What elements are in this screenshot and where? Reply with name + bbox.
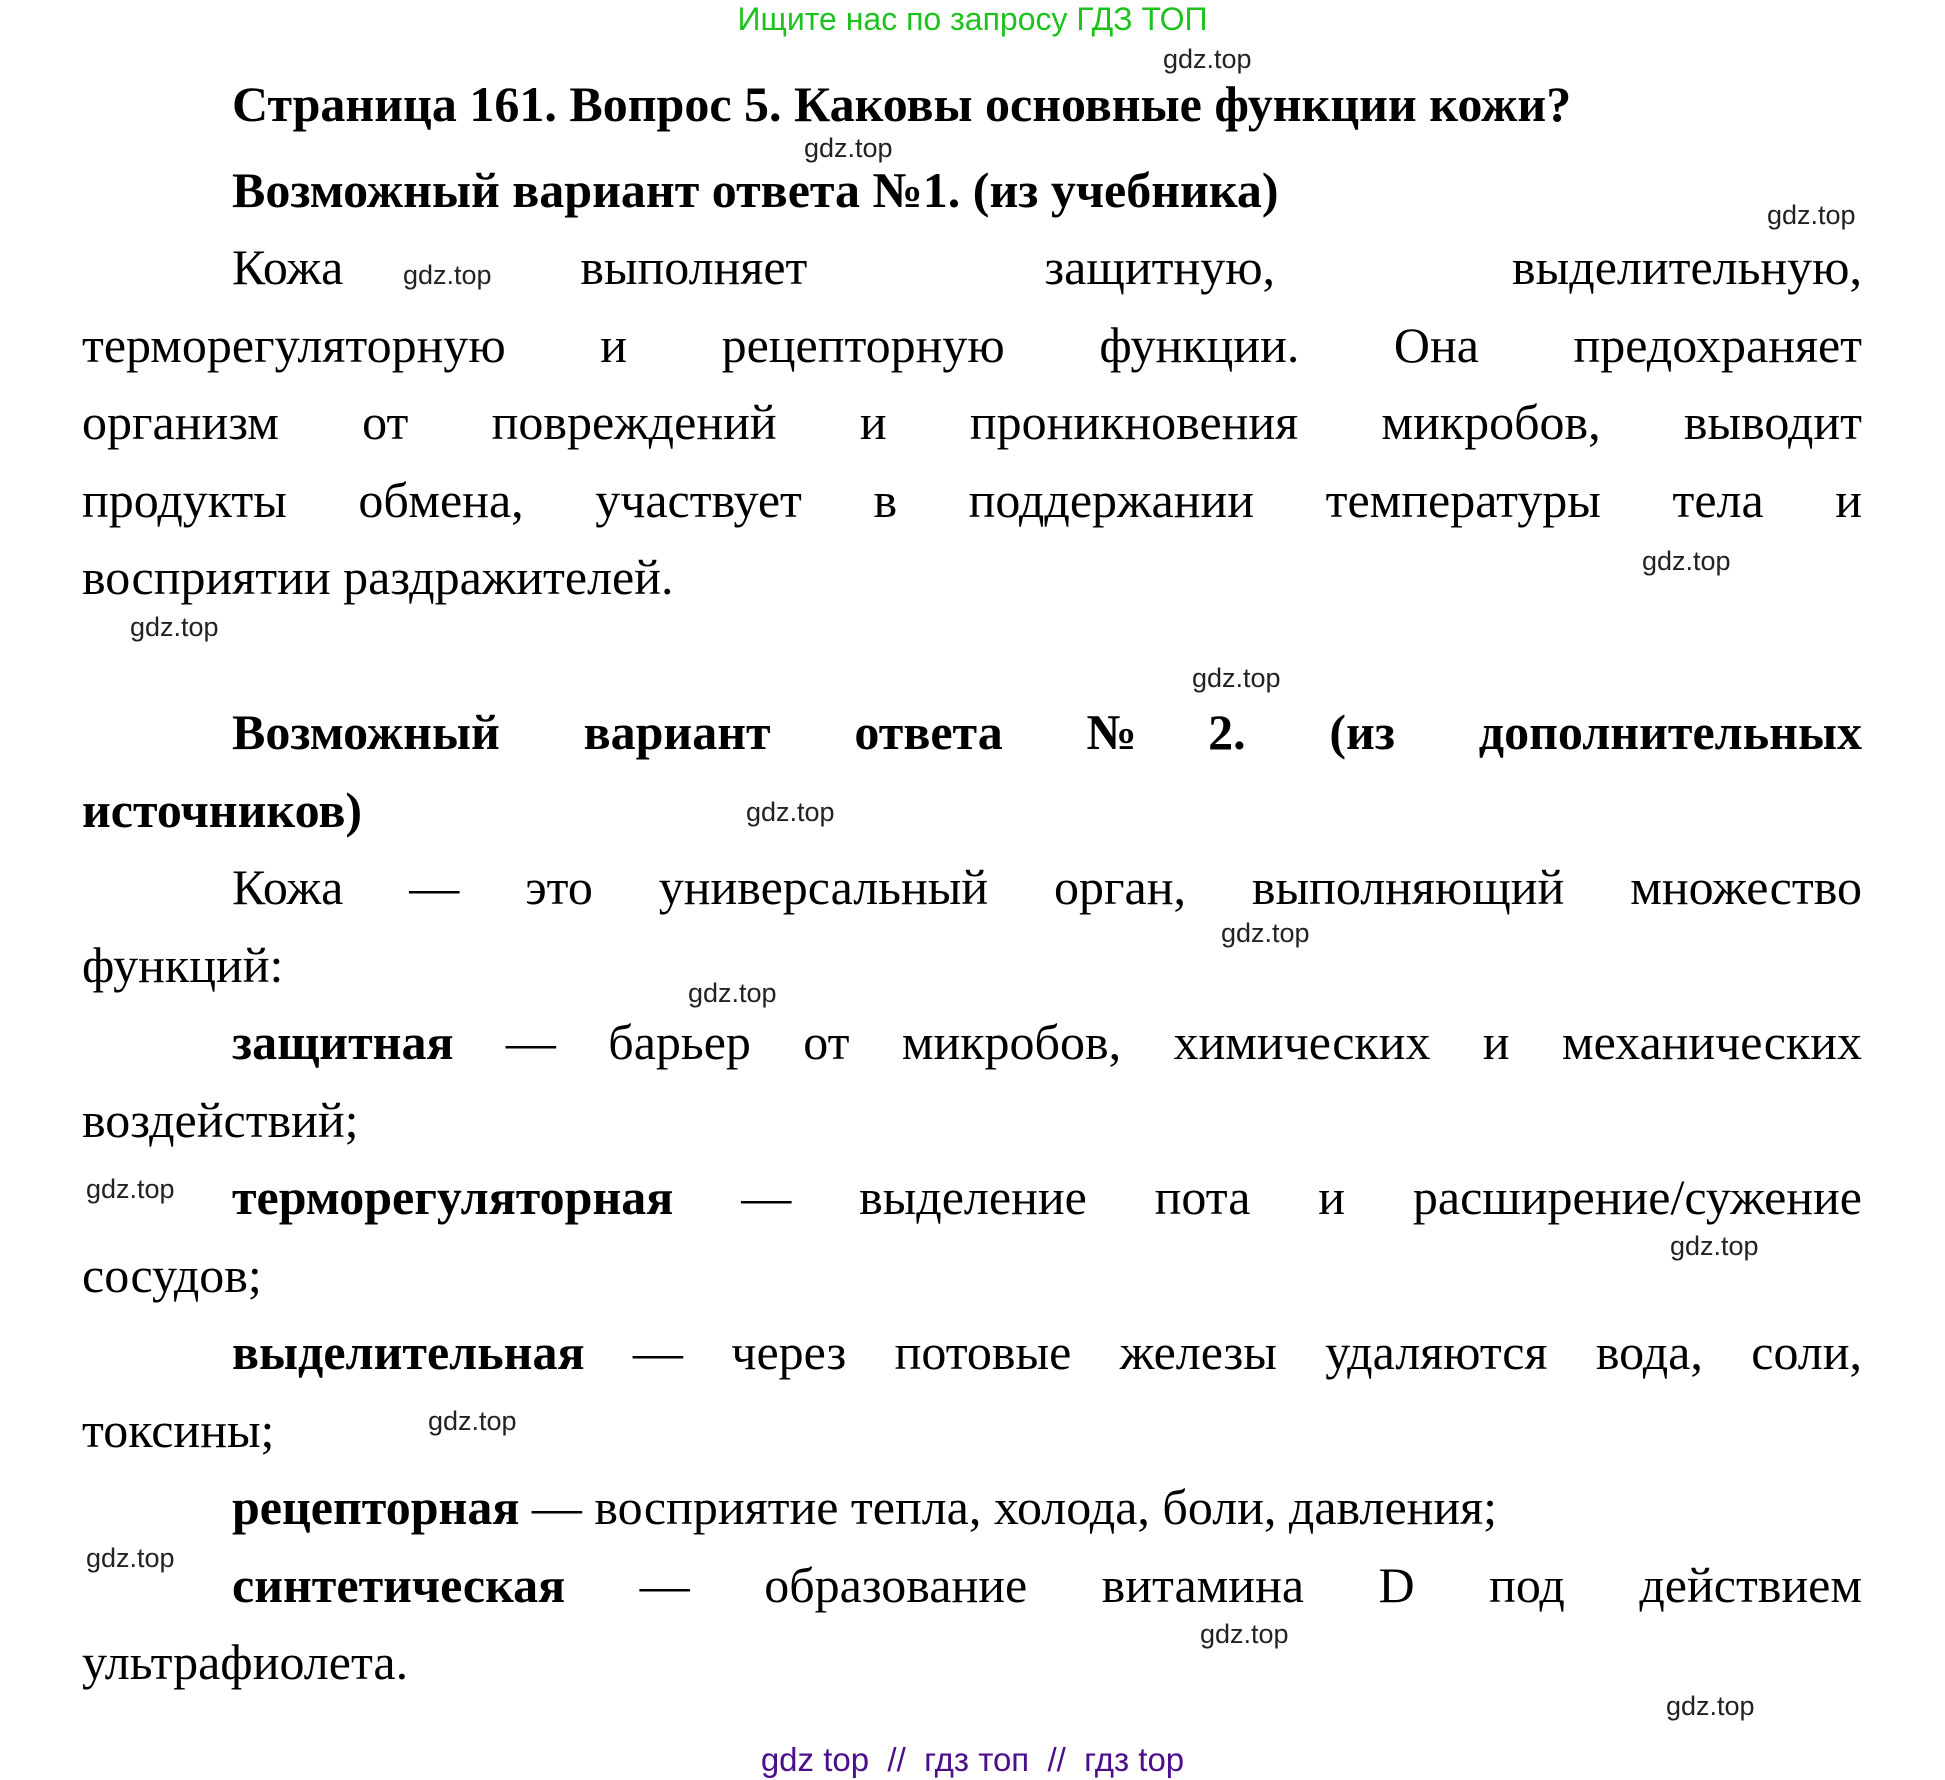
word: выделительную, bbox=[1512, 239, 1862, 295]
watermark: gdz.top bbox=[86, 1174, 175, 1204]
function-desc: — барьер от микробов, химических и механических bbox=[453, 1014, 1862, 1070]
watermark: gdz.top bbox=[1767, 200, 1856, 230]
function-term: защитная bbox=[232, 1014, 454, 1070]
watermark: gdz.top bbox=[86, 1543, 175, 1573]
watermark: gdz.top bbox=[403, 260, 492, 290]
function-item bbox=[82, 1469, 1862, 1547]
function-item-cont: токсины; bbox=[82, 1401, 275, 1458]
watermark: gdz.top bbox=[746, 797, 835, 827]
search-banner: Ищите нас по запросу ГДЗ ТОП bbox=[737, 1, 1208, 37]
watermark: gdz.top bbox=[804, 133, 893, 163]
watermark: gdz.top bbox=[688, 978, 777, 1008]
function-desc: — через потовые железы удаляются вода, соли, bbox=[584, 1324, 1862, 1380]
watermark: gdz.top bbox=[130, 612, 219, 642]
function-item-cont: ультрафиолета. bbox=[82, 1634, 409, 1690]
word: Кожа bbox=[232, 239, 344, 295]
function-term: терморегуляторная bbox=[232, 1169, 674, 1225]
function-item-cont: сосудов; bbox=[82, 1246, 262, 1303]
watermark: gdz.top bbox=[1200, 1619, 1289, 1649]
function-term: рецепторная bbox=[232, 1479, 520, 1535]
answer1-line: организм от повреждений и проникновения микробов, выводит bbox=[82, 394, 1862, 450]
function-desc: — образование витамина D под действием bbox=[565, 1556, 1862, 1613]
answer1-line: терморегуляторную и рецепторную функции. Она предохраняет bbox=[82, 316, 1862, 373]
watermark: gdz.top bbox=[1163, 44, 1252, 74]
watermark: gdz.top bbox=[1221, 918, 1310, 948]
function-item bbox=[82, 1004, 1862, 1082]
function-desc: — выделение пота и расширение/сужение bbox=[673, 1169, 1862, 1225]
page-title: Страница 161. Вопрос 5. Каковы основные функции кожи? bbox=[232, 76, 1572, 132]
function-item bbox=[82, 1314, 1862, 1392]
spacer bbox=[82, 617, 1862, 695]
answer2-heading: Возможный вариант ответа №2. (из дополнительных bbox=[232, 704, 1862, 760]
function-term: выделительная bbox=[232, 1324, 585, 1380]
function-item bbox=[82, 1159, 1862, 1237]
document-body bbox=[82, 72, 1862, 1702]
word: выполняет bbox=[580, 239, 808, 295]
watermark: gdz.top bbox=[1192, 663, 1281, 693]
watermark: gdz.top bbox=[1642, 546, 1731, 576]
answer1-line bbox=[82, 229, 1862, 307]
answer2-intro: Кожа — это универсальный орган, выполняющий множество bbox=[232, 859, 1862, 915]
footer-links: gdz top // гдз топ // гдз top bbox=[760, 1741, 1185, 1778]
answer2-intro: функций: bbox=[82, 936, 284, 993]
function-term: синтетическая bbox=[232, 1556, 566, 1613]
answer2-heading: источников) bbox=[82, 781, 362, 838]
watermark: gdz.top bbox=[428, 1406, 517, 1436]
watermark: gdz.top bbox=[1666, 1691, 1755, 1721]
function-item bbox=[82, 1543, 1862, 1625]
function-desc: — восприятие тепла, холода, боли, давления; bbox=[519, 1479, 1498, 1535]
answer1-heading: Возможный вариант ответа №1. (из учебника) bbox=[232, 161, 1279, 218]
function-item-cont: воздействий; bbox=[82, 1091, 359, 1148]
watermark: gdz.top bbox=[1670, 1231, 1759, 1261]
word: защитную, bbox=[1044, 239, 1276, 295]
answer1-line: восприятии раздражителей. bbox=[82, 549, 674, 605]
answer1-line: продукты обмена, участвует в поддержании температуры тела и bbox=[82, 471, 1862, 528]
